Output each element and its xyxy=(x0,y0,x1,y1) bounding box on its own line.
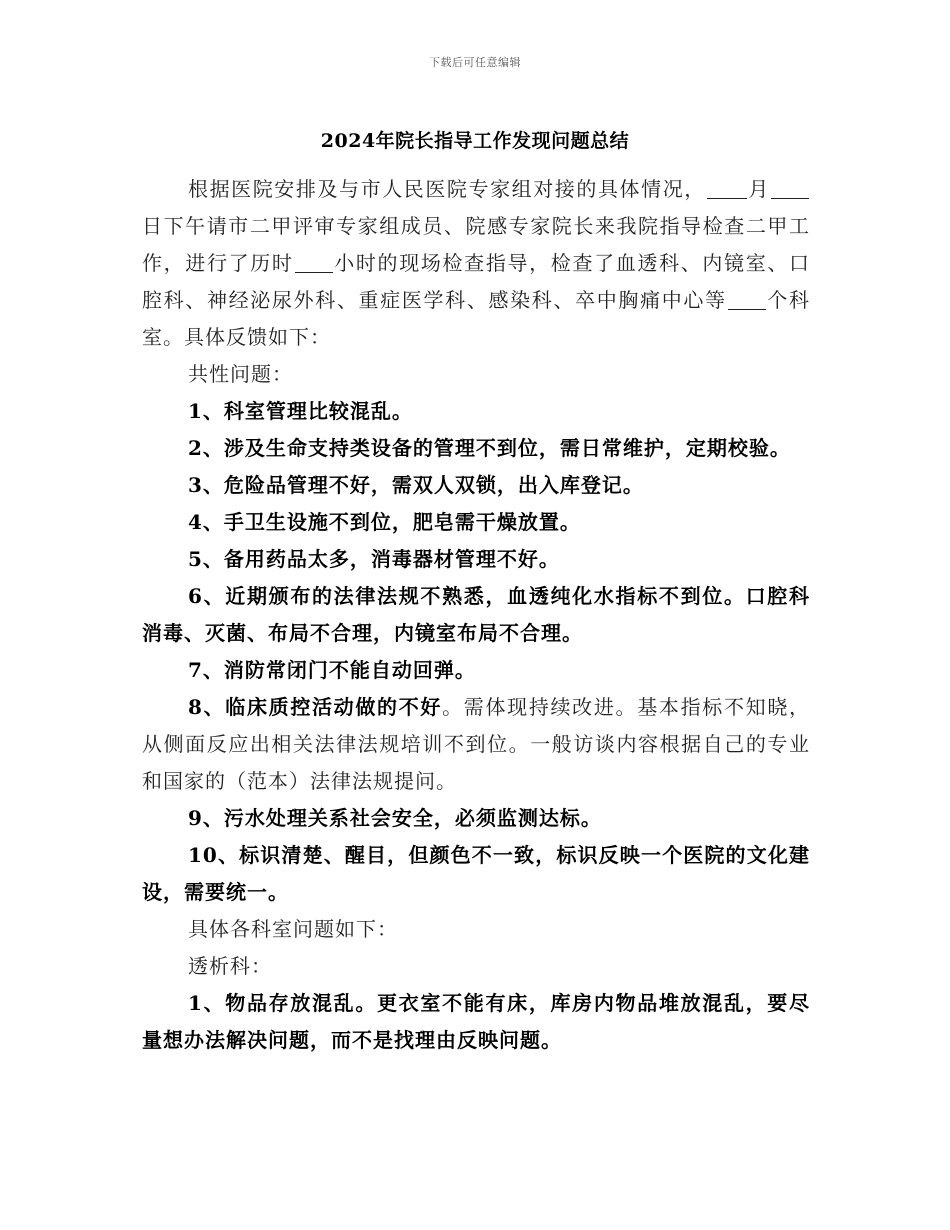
blank-month xyxy=(707,178,747,199)
intro-text-3: 日下午请市二甲评审专家组成员、院感专家院长来我院指导检查二甲工作，进行了历时 xyxy=(142,214,810,275)
blank-count xyxy=(728,289,766,310)
blank-hours xyxy=(295,252,333,273)
dialysis-issue-item: 1、物品存放混乱。更衣室不能有床，库房内物品堆放混乱，要尽量想办法解决问题，而不是找理由反映问题。 xyxy=(142,991,810,1052)
department-issues-heading: 具体各科室问题如下： xyxy=(188,917,398,941)
intro-text-5: 个科室。具体反馈如下： xyxy=(142,288,811,349)
intro-paragraph xyxy=(142,171,810,356)
common-issue-item: 1、科室管理比较混乱。 xyxy=(188,399,413,423)
document-title: 2024年院长指导工作发现问题总结 xyxy=(320,130,630,152)
common-issue-item: 6、近期颁布的法律法规不熟悉，血透纯化水指标不到位。口腔科消毒、灭菌、布局不合理，内镜室布局不合理。 xyxy=(142,584,810,645)
intro-text-4: 小时的现场检查指导，检查了血透科、内镜室、口腔科、神经泌尿外科、重症医学科、感染科、卒中胸痛中心等 xyxy=(142,251,811,312)
intro-text-1: 根据医院安排及与市人民医院专家组对接的具体情况， xyxy=(188,177,706,201)
common-issue-item: 2、涉及生命支持类设备的管理不到位，需日常维护，定期校验。 xyxy=(188,436,791,460)
document-body xyxy=(142,171,810,1059)
common-issue-item: 9、污水处理关系社会安全，必须监测达标。 xyxy=(188,806,602,830)
common-issues-heading: 共性问题： xyxy=(188,362,293,386)
blank-day xyxy=(771,178,809,199)
item-8-normal-text: 。需体现持续改进。基本指标不知晓，从侧面反应出相关法律法规培训不到位。一般访谈内容根据自己的专业和国家的（范本）法律法规提问。 xyxy=(142,695,810,793)
intro-text-2: 月 xyxy=(747,177,771,201)
common-issue-item-8 xyxy=(142,689,810,800)
common-issue-item: 3、危险品管理不好，需双人双锁，出入库登记。 xyxy=(188,473,644,497)
common-issue-item: 4、手卫生设施不到位，肥皂需干燥放置。 xyxy=(188,510,581,534)
item-8-bold-text: 8、临床质控活动做的不好 xyxy=(188,695,443,719)
page-header-note: 下载后可任意编辑 xyxy=(429,56,521,69)
common-issue-item: 5、备用药品太多，消毒器材管理不好。 xyxy=(188,547,560,571)
dialysis-heading: 透析科： xyxy=(188,954,272,978)
common-issue-item: 7、消防常闭门不能自动回弹。 xyxy=(188,658,476,682)
common-issue-item: 10、标识清楚、醒目，但颜色不一致，标识反映一个医院的文化建设，需要统一。 xyxy=(142,843,810,904)
